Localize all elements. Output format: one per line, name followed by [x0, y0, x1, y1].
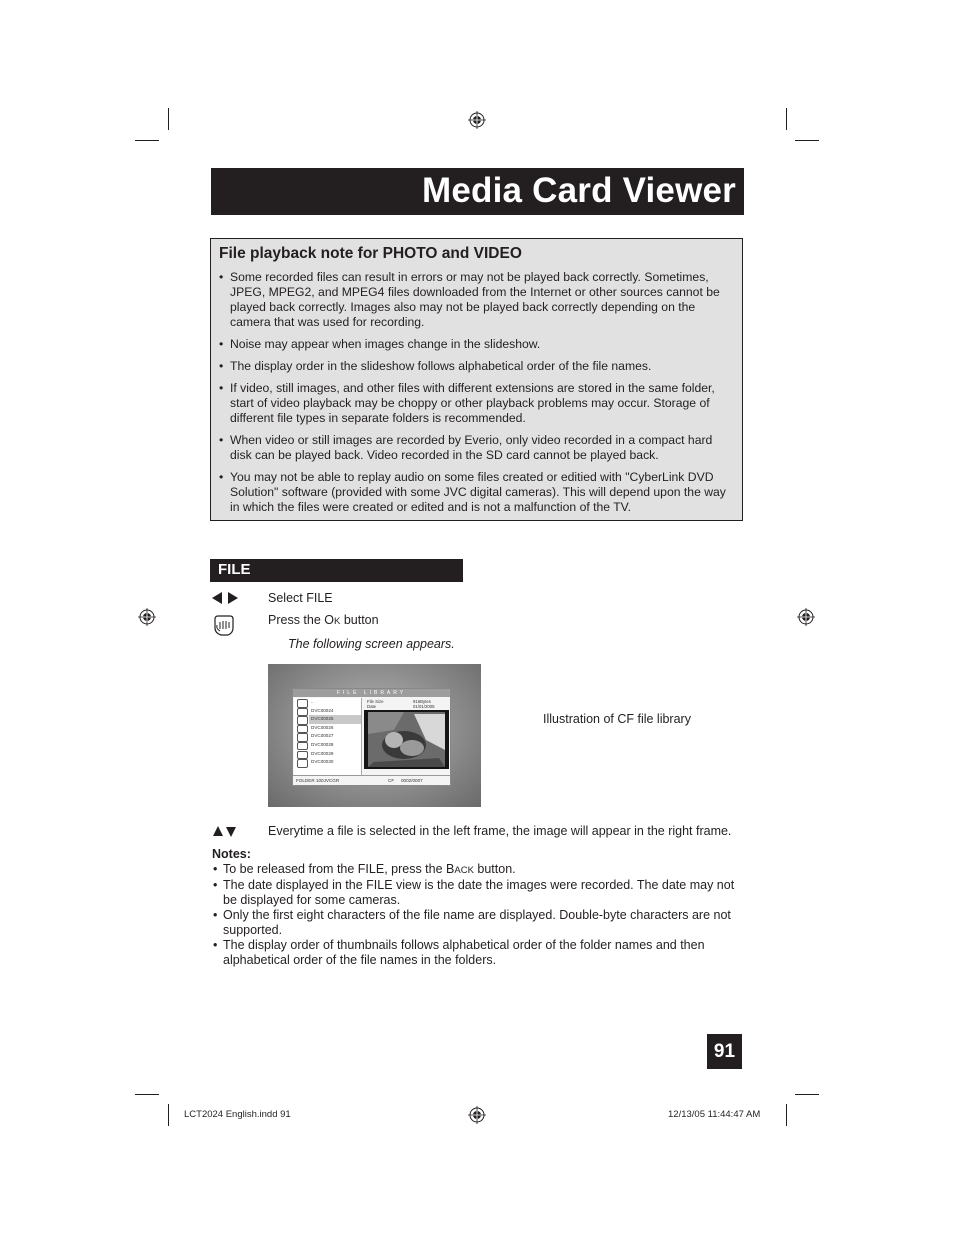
- screen-appears-text: The following screen appears.: [288, 637, 455, 651]
- page-number: 91: [707, 1034, 742, 1069]
- note-item: • When video or still images are recorded by Everio, only video recorded in a compact hard disk can be played back. Video recorded in the SD card cannot be played back.: [219, 433, 731, 463]
- note-heading: File playback note for PHOTO and VIDEO: [219, 245, 522, 262]
- note-item: • Some recorded files can result in errors or may not be played back correctly. Sometimes, JPEG, MPEG2, and MPEG4 files downloaded from the Internet or other sources cannot be played back correctly. Images also may not be played back correctly depending on the camera that was used for recording.: [219, 270, 731, 330]
- file-section-title: FILE: [218, 561, 251, 578]
- ok-smallcaps: K: [334, 616, 341, 627]
- file-row[interactable]: DVC00027: [294, 732, 361, 741]
- step-select-instruction: Everytime a file is selected in the left frame, the image will appear in the right frame.: [268, 824, 732, 838]
- file-row[interactable]: ..: [294, 698, 361, 707]
- note-item: • You may not be able to replay audio on some files created or editied with "CyberLink DVD Solution" software (provided with some JVC digital cameras). This will depend upon the way in which the files were created or edited and is not a malfunction of the TV.: [219, 470, 731, 515]
- playback-note-box: [210, 238, 743, 521]
- note-item: • Noise may appear when images change in the slideshow.: [219, 337, 731, 352]
- note-item: • The date displayed in the FILE view is the date the images were recorded. The date may not be displayed for some cameras.: [212, 878, 744, 908]
- note-item: • Only the first eight characters of the file name are displayed. Double-byte characters are not supported.: [212, 908, 744, 938]
- file-library-header: FILE LIBRARY: [293, 689, 450, 697]
- card-label: CF: [388, 778, 395, 783]
- note-item: • If video, still images, and other files with different extensions are stored in the same folder, start of video playback may be choppy or other playback problems may occur. Storage of different file types in separate folders is recommended.: [219, 381, 731, 426]
- ok-button-hand-icon: [212, 613, 236, 638]
- illustration-caption: Illustration of CF file library: [543, 712, 691, 726]
- folder-label: FOLDER 100JVCGR: [296, 778, 340, 783]
- step-press-ok: [268, 613, 379, 627]
- registration-mark-icon: [138, 608, 156, 626]
- file-library-window: [292, 688, 451, 786]
- registration-mark-icon: [797, 608, 815, 626]
- crop-mark: [786, 1104, 787, 1126]
- crop-mark: [135, 140, 159, 141]
- notes-heading: Notes:: [212, 847, 251, 861]
- note-item: • The display order in the slideshow follows alphabetical order of the file names.: [219, 359, 731, 374]
- page-title: Media Card Viewer: [422, 171, 736, 210]
- note-item: • The display order of thumbnails follows alphabetical order of the folder names and then alphabetical order of the file names in the folders.: [212, 938, 744, 968]
- file-size-value: 916Bytes: [413, 699, 431, 704]
- registration-mark-icon: [468, 111, 486, 129]
- date-label: Date: [367, 704, 377, 709]
- file-row[interactable]: DVC00026: [294, 724, 361, 733]
- date-value: 01/01/2005: [413, 704, 435, 709]
- file-row-selected[interactable]: DVC00025: [294, 715, 361, 724]
- press-ok-suffix: button: [340, 613, 379, 627]
- file-row[interactable]: DVC00030: [294, 758, 361, 767]
- crop-mark: [786, 108, 787, 130]
- note-list: [219, 270, 731, 522]
- page-title-bar: [211, 168, 744, 215]
- file-row[interactable]: DVC00029: [294, 750, 361, 759]
- file-library-footer: [293, 775, 450, 786]
- file-info: [367, 699, 435, 709]
- file-section-header: [210, 559, 463, 582]
- left-right-arrows-icon: [212, 592, 238, 604]
- file-row[interactable]: DVC00028: [294, 741, 361, 750]
- step-select-file: Select FILE: [268, 591, 333, 605]
- file-counter: 0002/0007: [401, 778, 423, 783]
- file-library-screen: [268, 664, 481, 807]
- slug-right: 12/13/05 11:44:47 AM: [668, 1109, 761, 1120]
- preview-photo: [364, 710, 449, 769]
- video-file-icon: [297, 759, 308, 768]
- crop-mark: [795, 1094, 819, 1095]
- crop-mark: [135, 1094, 159, 1095]
- registration-mark-icon: [468, 1106, 486, 1124]
- up-down-arrows-icon: [213, 826, 236, 837]
- file-size-label: File Size: [367, 699, 384, 704]
- notes-list: [212, 862, 744, 968]
- note-item: • To be released from the FILE, press the BACK button.: [212, 862, 744, 878]
- crop-mark: [795, 140, 819, 141]
- notes-section: [212, 847, 744, 968]
- file-row[interactable]: DVC00024: [294, 707, 361, 716]
- press-ok-text: Press the O: [268, 613, 334, 627]
- slug-left: LCT2024 English.indd 91: [184, 1109, 291, 1120]
- crop-mark: [168, 108, 169, 130]
- crop-mark: [168, 1104, 169, 1126]
- file-list: [294, 698, 362, 775]
